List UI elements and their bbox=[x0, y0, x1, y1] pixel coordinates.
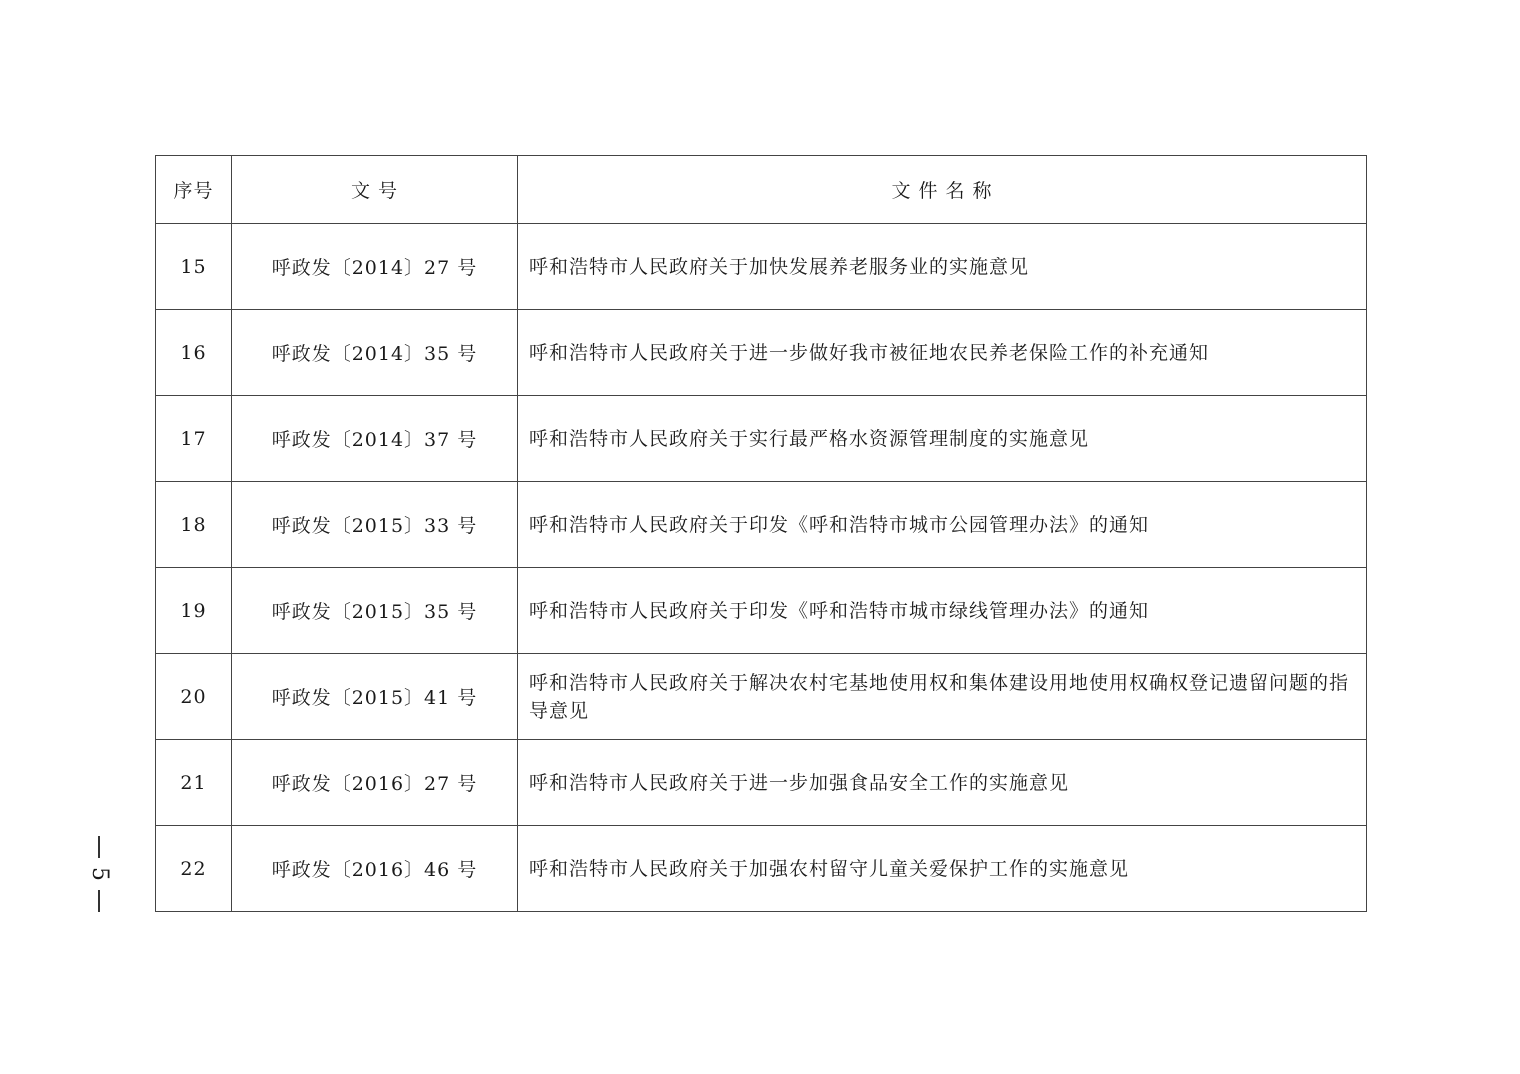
row-serial-number: 18 bbox=[156, 482, 232, 568]
row-document-title: 呼和浩特市人民政府关于印发《呼和浩特市城市绿线管理办法》的通知 bbox=[518, 568, 1367, 654]
table-row bbox=[156, 654, 1367, 740]
page-number bbox=[84, 836, 114, 912]
table-row bbox=[156, 396, 1367, 482]
page-number-dash-bottom bbox=[98, 890, 100, 912]
row-serial-number: 20 bbox=[156, 654, 232, 740]
row-serial-number: 16 bbox=[156, 310, 232, 396]
row-document-number: 呼政发〔2016〕27 号 bbox=[232, 740, 518, 826]
table-row bbox=[156, 568, 1367, 654]
table-header-row bbox=[156, 156, 1367, 224]
table-row bbox=[156, 826, 1367, 912]
row-document-title: 呼和浩特市人民政府关于进一步做好我市被征地农民养老保险工作的补充通知 bbox=[518, 310, 1367, 396]
page-number-dash-top bbox=[98, 836, 100, 858]
row-document-number: 呼政发〔2015〕41 号 bbox=[232, 654, 518, 740]
table-row bbox=[156, 482, 1367, 568]
header-document-number: 文 号 bbox=[232, 156, 518, 224]
row-serial-number: 22 bbox=[156, 826, 232, 912]
header-document-title: 文 件 名 称 bbox=[518, 156, 1367, 224]
table-row bbox=[156, 740, 1367, 826]
row-document-number: 呼政发〔2014〕37 号 bbox=[232, 396, 518, 482]
row-document-title: 呼和浩特市人民政府关于加强农村留守儿童关爱保护工作的实施意见 bbox=[518, 826, 1367, 912]
row-serial-number: 15 bbox=[156, 224, 232, 310]
row-document-number: 呼政发〔2015〕33 号 bbox=[232, 482, 518, 568]
table-row bbox=[156, 224, 1367, 310]
row-document-title: 呼和浩特市人民政府关于实行最严格水资源管理制度的实施意见 bbox=[518, 396, 1367, 482]
row-serial-number: 17 bbox=[156, 396, 232, 482]
row-document-title: 呼和浩特市人民政府关于加快发展养老服务业的实施意见 bbox=[518, 224, 1367, 310]
row-document-title: 呼和浩特市人民政府关于进一步加强食品安全工作的实施意见 bbox=[518, 740, 1367, 826]
row-document-title: 呼和浩特市人民政府关于印发《呼和浩特市城市公园管理办法》的通知 bbox=[518, 482, 1367, 568]
row-document-number: 呼政发〔2015〕35 号 bbox=[232, 568, 518, 654]
row-serial-number: 21 bbox=[156, 740, 232, 826]
row-document-title: 呼和浩特市人民政府关于解决农村宅基地使用权和集体建设用地使用权确权登记遗留问题的指导意见 bbox=[518, 654, 1367, 740]
header-serial-number: 序号 bbox=[156, 156, 232, 224]
row-document-number: 呼政发〔2016〕46 号 bbox=[232, 826, 518, 912]
page-number-value: 5 bbox=[87, 867, 112, 881]
document-table bbox=[155, 155, 1367, 912]
row-serial-number: 19 bbox=[156, 568, 232, 654]
row-document-number: 呼政发〔2014〕27 号 bbox=[232, 224, 518, 310]
row-document-number: 呼政发〔2014〕35 号 bbox=[232, 310, 518, 396]
table-row bbox=[156, 310, 1367, 396]
